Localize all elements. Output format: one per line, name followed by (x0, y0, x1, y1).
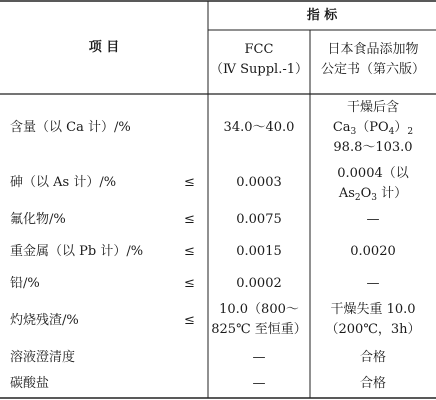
row-item-ignition-residue: 灼烧残渣/% (10, 313, 79, 328)
row-jp-carbonate: 合格 (359, 376, 386, 391)
row-jp-arsenic-line1: 0.0004（以 (337, 166, 409, 181)
row-op-heavy-metals: ≤ (184, 244, 195, 259)
row-item-fluoride: 氟化物/% (10, 212, 66, 227)
row-op-arsenic: ≤ (184, 175, 195, 190)
row-fcc-clarity: — (252, 350, 266, 365)
row-item-clarity: 溶液澄清度 (10, 350, 76, 365)
row-jp-ignition-line2: （200℃，3h） (325, 322, 421, 337)
row-jp-content-line1: 干燥后含 (346, 100, 399, 115)
row-jp-content-formula: $Ca_3(PO_4)_2$ (332, 120, 414, 137)
row-fcc-ignition-line2: 825℃ 至恒重） (211, 322, 307, 337)
row-op-fluoride: ≤ (184, 212, 195, 227)
row-fcc-heavy-metals: 0.0015 (236, 244, 282, 259)
row-item-arsenic: 砷（以 As 计）/% (10, 175, 117, 190)
row-fcc-carbonate: — (252, 376, 266, 391)
row-fcc-fluoride: 0.0075 (236, 212, 282, 227)
row-fcc-ignition-line1: 10.0（800～ (219, 302, 299, 317)
row-op-lead: ≤ (184, 276, 195, 291)
row-fcc-content: 34.0～40.0 (223, 120, 295, 135)
row-item-lead: 铅/% (10, 276, 40, 291)
row-jp-lead: — (366, 276, 380, 291)
row-op-ignition-residue: ≤ (184, 313, 195, 328)
header-jp-line1: 日本食品添加物 (327, 42, 419, 57)
row-jp-heavy-metals: 0.0020 (350, 244, 396, 259)
header-fcc-line2: （Ⅳ Suppl.-1） (210, 62, 308, 77)
header-indicator: 指 标 (306, 8, 338, 23)
row-jp-content-line3: 98.8～103.0 (333, 140, 413, 155)
row-item-heavy-metals: 重金属（以 Pb 计）/% (10, 244, 144, 259)
row-jp-ignition-line1: 干燥失重 10.0 (330, 302, 416, 317)
row-fcc-arsenic: 0.0003 (236, 175, 282, 190)
row-item-carbonate: 碳酸盐 (10, 376, 50, 391)
header-jp-line2: 公定书（第六版） (320, 62, 425, 77)
row-jp-arsenic-formula: $As_2O_3$ 计） (338, 186, 408, 203)
row-item-content: 含量（以 Ca 计）/% (10, 120, 131, 135)
header-fcc-line1: FCC (244, 42, 274, 57)
row-fcc-lead: 0.0002 (236, 276, 282, 291)
row-jp-fluoride: — (366, 212, 380, 227)
header-item: 项 目 (88, 40, 120, 55)
row-jp-clarity: 合格 (359, 350, 386, 365)
